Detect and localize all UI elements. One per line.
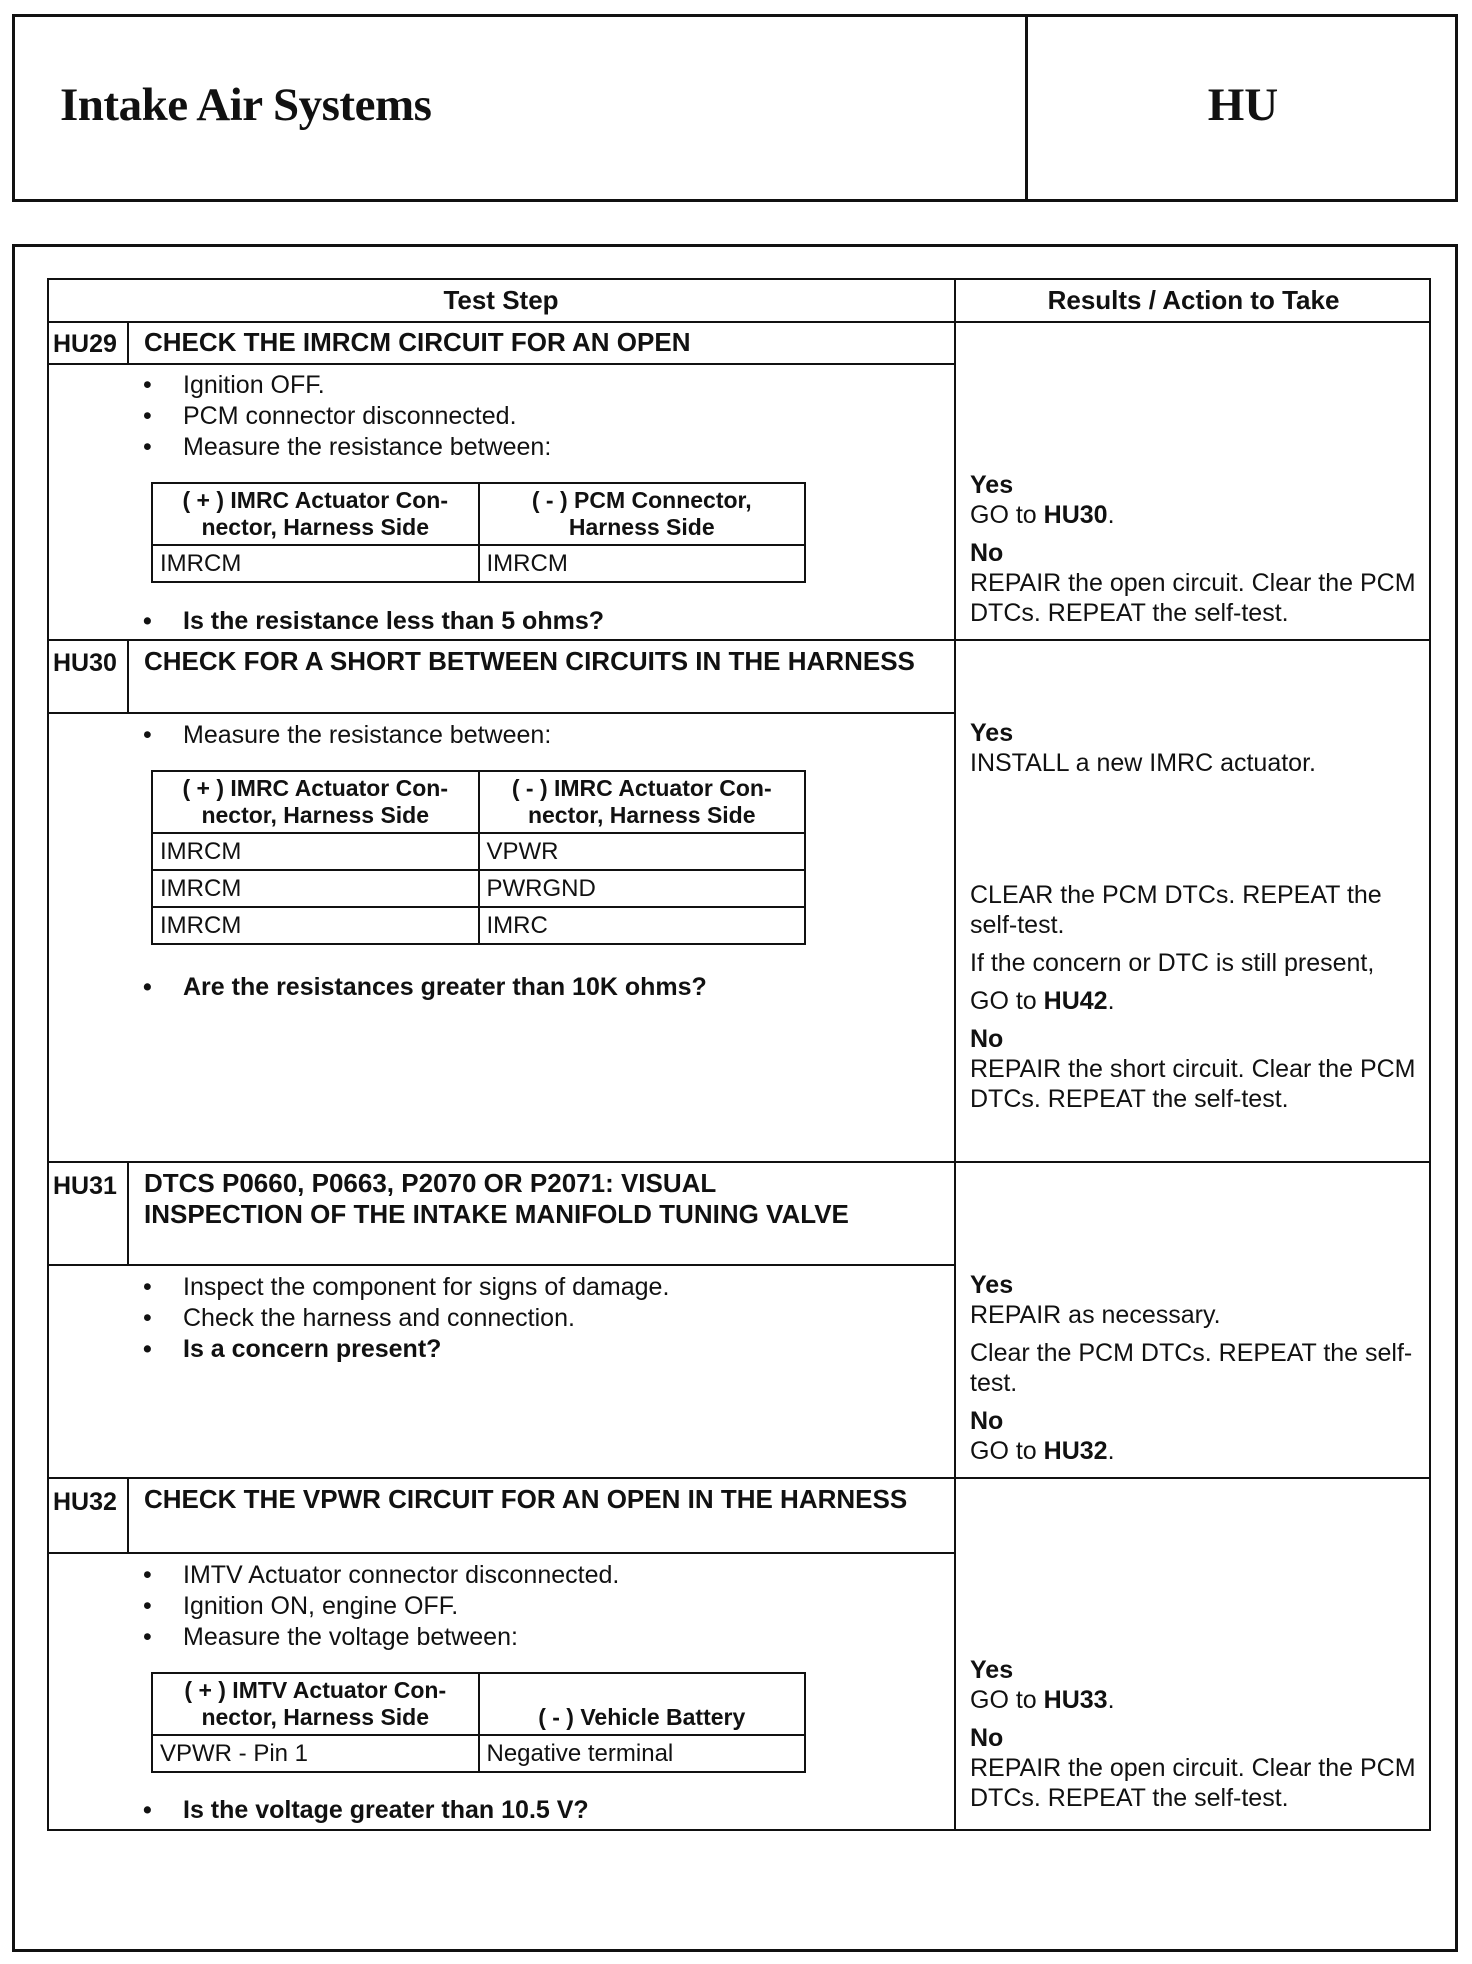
- result-no-action: REPAIR the short circuit. Clear the PCM DTCs. REPEAT the self-test.: [970, 1055, 1416, 1113]
- result-note: CLEAR the PCM DTCs. REPEAT the self-test.: [970, 881, 1382, 939]
- result-yes-action: INSTALL a new IMRC actuator.: [970, 749, 1316, 777]
- measure-cell: PWRGND: [479, 870, 806, 907]
- step-id: HU32: [53, 1488, 117, 1516]
- goto-link[interactable]: HU32: [1043, 1437, 1108, 1465]
- result-note: If the concern or DTC is still present,: [970, 949, 1375, 977]
- column-header-results: Results / Action to Take: [1047, 285, 1340, 315]
- step-id-divider: [127, 1162, 129, 1265]
- step-bullets: [143, 1272, 943, 1365]
- result-no-action: REPAIR the open circuit. Clear the PCM DTCs. REPEAT the self-test.: [970, 569, 1416, 627]
- step-question: • Are the resistances greater than 10K ohms?: [143, 972, 943, 1003]
- step-title: CHECK FOR A SHORT BETWEEN CIRCUITS IN THE HARNESS: [144, 646, 915, 676]
- header-row-divider: [47, 321, 1431, 323]
- step-results-continued: [970, 880, 1430, 1114]
- measure-cell: IMRCM: [152, 545, 479, 582]
- measure-header-negative: ( - ) PCM Connector, Harness Side: [479, 483, 806, 545]
- step-id: HU29: [53, 330, 117, 358]
- measure-header-positive: ( + ) IMRC Actuator Con-nector, Harness Side: [152, 483, 479, 545]
- measurement-table: [151, 770, 806, 945]
- measurement-table: [151, 482, 806, 583]
- bullet-item: • IMTV Actuator connector disconnected.: [143, 1560, 943, 1591]
- bullet-item: • Inspect the component for signs of damage.: [143, 1272, 943, 1303]
- step-title-divider: [47, 712, 955, 714]
- result-no-action: GO to HU32.: [970, 1437, 1115, 1465]
- measure-cell: IMRCM: [152, 870, 479, 907]
- result-no-action: REPAIR the open circuit. Clear the PCM DTCs. REPEAT the self-test.: [970, 1754, 1416, 1812]
- bullet-item: • PCM connector disconnected.: [143, 401, 943, 432]
- goto-link[interactable]: HU33: [1043, 1686, 1108, 1714]
- measure-header-negative: ( - ) Vehicle Battery: [479, 1673, 806, 1735]
- bullet-item: • Ignition OFF.: [143, 370, 943, 401]
- step-question: • Is the resistance less than 5 ohms?: [143, 606, 943, 637]
- column-divider: [954, 278, 956, 1831]
- measure-cell: IMRCM: [479, 545, 806, 582]
- step-id: HU31: [53, 1172, 117, 1200]
- result-yes-label: Yes: [970, 719, 1014, 747]
- step-title: CHECK THE IMRCM CIRCUIT FOR AN OPEN: [144, 327, 691, 357]
- result-yes-label: Yes: [970, 1656, 1014, 1684]
- step-title-divider: [47, 363, 955, 365]
- step-id-divider: [127, 640, 129, 713]
- measure-cell: Negative terminal: [479, 1735, 806, 1772]
- bullet-item: • Measure the voltage between:: [143, 1622, 943, 1653]
- goto-link[interactable]: HU30: [1043, 501, 1108, 529]
- measure-header-positive: ( + ) IMRC Actuator Con-nector, Harness Side: [152, 771, 479, 833]
- step-title: CHECK THE VPWR CIRCUIT FOR AN OPEN IN THE HARNESS: [144, 1484, 908, 1514]
- measure-cell: IMRC: [479, 907, 806, 944]
- step-title-divider: [47, 1552, 955, 1554]
- result-yes-label: Yes: [970, 1271, 1014, 1299]
- step-title: DTCS P0660, P0663, P2070 OR P2071: VISUAL INSPECTION OF THE INTAKE MANIFOLD TUNING VALVE: [144, 1168, 849, 1229]
- step-results: [970, 1270, 1430, 1466]
- step-question: • Is the voltage greater than 10.5 V?: [143, 1795, 943, 1826]
- column-header-test-step: Test Step: [443, 285, 559, 315]
- bullet-item: • Measure the resistance between:: [143, 432, 943, 463]
- step-bullets: [143, 1560, 943, 1653]
- result-note: Clear the PCM DTCs. REPEAT the self-test.: [970, 1339, 1413, 1397]
- step-divider: [47, 1161, 1431, 1163]
- step-title-divider: [47, 1264, 955, 1266]
- result-no-label: No: [970, 539, 1004, 567]
- result-no-label: No: [970, 1407, 1004, 1435]
- page-title: Intake Air Systems: [60, 79, 432, 131]
- result-yes-action: GO to HU33.: [970, 1686, 1115, 1714]
- measurement-table: [151, 1672, 806, 1773]
- step-question: • Is a concern present?: [143, 1334, 943, 1365]
- measure-cell: IMRCM: [152, 833, 479, 870]
- step-results: [970, 470, 1430, 628]
- step-divider: [47, 1477, 1431, 1479]
- bullet-item: • Check the harness and connection.: [143, 1303, 943, 1334]
- step-id-divider: [127, 321, 129, 364]
- step-results: [970, 718, 1430, 778]
- measure-cell: VPWR - Pin 1: [152, 1735, 479, 1772]
- step-divider: [47, 639, 1431, 641]
- step-bullets: [143, 370, 943, 463]
- step-id-divider: [127, 1478, 129, 1553]
- result-no-label: No: [970, 1724, 1004, 1752]
- result-yes-action: REPAIR as necessary.: [970, 1301, 1221, 1329]
- measure-header-positive: ( + ) IMTV Actuator Con-nector, Harness Side: [152, 1673, 479, 1735]
- step-id: HU30: [53, 649, 117, 677]
- result-yes-label: Yes: [970, 471, 1014, 499]
- bullet-item: • Ignition ON, engine OFF.: [143, 1591, 943, 1622]
- measure-cell: VPWR: [479, 833, 806, 870]
- bullet-item: • Measure the resistance between:: [143, 720, 943, 751]
- measure-header-negative: ( - ) IMRC Actuator Con-nector, Harness Side: [479, 771, 806, 833]
- measure-cell: IMRCM: [152, 907, 479, 944]
- result-no-label: No: [970, 1025, 1004, 1053]
- goto-link[interactable]: HU42: [1043, 987, 1108, 1015]
- section-code: HU: [1207, 79, 1279, 131]
- step-bullets: [143, 720, 943, 751]
- result-yes-action: GO to HU30.: [970, 501, 1115, 529]
- step-results: [970, 1655, 1430, 1813]
- result-goto: GO to HU42.: [970, 987, 1115, 1015]
